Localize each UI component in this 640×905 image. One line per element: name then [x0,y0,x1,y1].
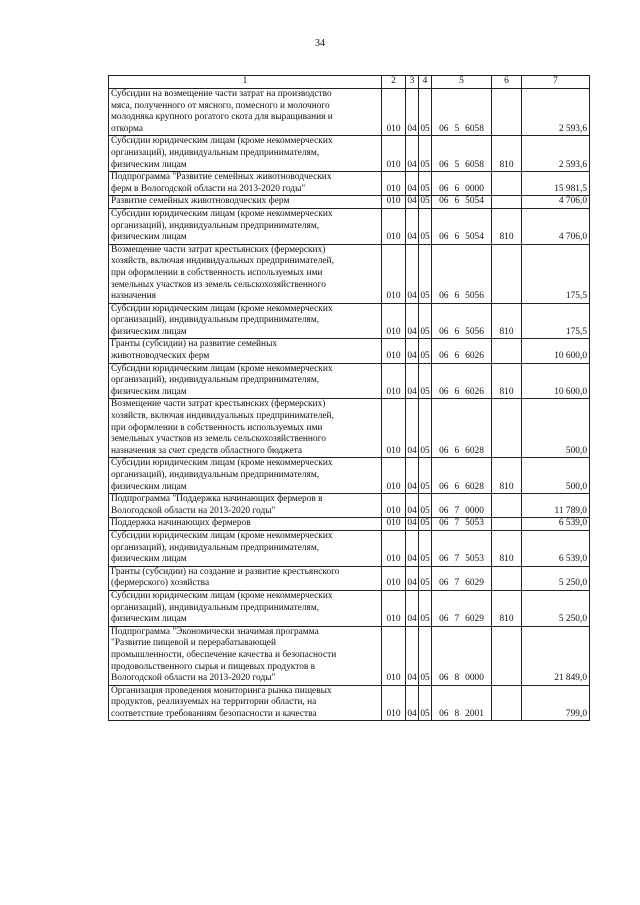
row-name-line: Субсидии на возмещение части затрат на производство [111,89,332,99]
row-name [109,196,382,209]
row-name-line: физическим лицам [111,614,187,625]
table-row [109,339,590,363]
cell-expense-type [492,685,522,721]
target-article-part: 6058 [465,123,484,134]
cell-target-article [432,518,492,531]
row-name-line: физическим лицам [111,232,187,243]
target-article-part: 7 [454,518,460,529]
row-name-line: Возмещение части затрат крестьянских (фермерских) [111,399,326,410]
row-name-line: Возмещение части затрат крестьянских (фермерских) [111,244,326,255]
cell-amount: 175,5 [522,244,590,303]
row-name-line: назначения за счет средств областного бюджета [111,445,303,456]
table-row [109,518,590,531]
row-name [109,208,382,244]
target-article-part: 6029 [465,614,484,625]
target-article-part: 0000 [465,505,484,516]
target-article-part: 6 [454,351,460,362]
cell-target-article [432,685,492,721]
header-col-1: 1 [109,76,382,89]
cell-subsection-code: 05 [419,626,432,685]
row-name-line: Субсидии юридическим лицам (кроме некоммерческих [111,530,333,541]
row-name [109,303,382,339]
row-name-line: Развитие семейных животноводческих ферм [111,196,290,207]
target-article-part: 5053 [465,554,484,565]
target-article-part: 06 [439,554,449,565]
target-article-part: 6 [454,445,460,456]
cell-section-code: 04 [406,685,419,721]
cell-expense-type [492,566,522,590]
row-name [109,626,382,685]
cell-section-code: 04 [406,530,419,566]
cell-section-code: 04 [406,339,419,363]
cell-amount: 21 849,0 [522,626,590,685]
target-article-part: 7 [454,614,460,625]
table-row [109,363,590,399]
row-name [109,530,382,566]
target-article-part: 6028 [465,481,484,492]
target-article-part: 6029 [465,578,484,589]
row-name-line: продовольственного сырья и пищевых продуктов в [111,661,316,672]
row-name-line: организаций), индивидуальным предпринимателям, [111,375,320,386]
target-article-part: 06 [439,386,449,397]
row-name-line: Вологодской области на 2013-2020 годы" [111,673,276,684]
cell-ministry-code: 010 [382,136,406,172]
cell-target-article [432,458,492,494]
target-article-part: 06 [439,159,449,170]
row-name-line: молодняка крупного рогатого скота для выращивания и [111,112,333,123]
row-name-line: "Развитие пищевой и перерабатывающей [111,638,276,649]
cell-expense-type: 810 [492,458,522,494]
target-article-part: 06 [439,578,449,589]
row-name [109,590,382,626]
row-name [109,685,382,721]
cell-target-article [432,399,492,458]
row-name-line: Субсидии юридическим лицам (кроме некоммерческих [111,303,333,314]
target-article-part: 6026 [465,351,484,362]
row-name-line: хозяйств, включая индивидуальных предпринимателей, [111,256,334,267]
cell-expense-type [492,172,522,196]
cell-section-code: 04 [406,566,419,590]
target-article-part: 06 [439,505,449,516]
target-article-part: 5056 [465,291,484,302]
cell-target-article [432,566,492,590]
row-name-line: Субсидии юридическим лицам (кроме некоммерческих [111,136,333,147]
row-name-line: физическим лицам [111,159,187,170]
cell-amount: 175,5 [522,303,590,339]
target-article-part: 06 [439,183,449,194]
cell-section-code: 04 [406,303,419,339]
cell-ministry-code: 010 [382,626,406,685]
cell-section-code: 04 [406,399,419,458]
cell-target-article [432,136,492,172]
cell-ministry-code: 010 [382,172,406,196]
cell-target-article [432,208,492,244]
row-name-line: Гранты (субсидии) на создание и развитие крестьянского [111,566,340,577]
cell-expense-type [492,196,522,209]
cell-subsection-code: 05 [419,363,432,399]
target-article-part: 06 [439,481,449,492]
row-name-line: при оформлении в собственность используемых ими [111,267,323,278]
target-article-part: 06 [439,614,449,625]
row-name-line: Субсидии юридическим лицам (кроме некоммерческих [111,590,333,601]
cell-expense-type: 810 [492,136,522,172]
cell-ministry-code: 010 [382,339,406,363]
cell-subsection-code: 05 [419,208,432,244]
table-row [109,244,590,303]
row-name-line: Подпрограмма "Развитие семейных животноводческих [111,172,332,183]
cell-section-code: 04 [406,172,419,196]
table-row [109,399,590,458]
cell-subsection-code: 05 [419,172,432,196]
row-name-line: при оформлении в собственность используемых ими [111,422,323,433]
cell-ministry-code: 010 [382,518,406,531]
row-name-line: промышленности, обеспечение качества и безопасности [111,649,337,660]
row-name-line: Субсидии юридическим лицам (кроме некоммерческих [111,208,333,219]
target-article-part: 06 [439,291,449,302]
table-row [109,458,590,494]
cell-ministry-code: 010 [382,590,406,626]
cell-ministry-code: 010 [382,494,406,518]
row-name-line: соответствие требованиям безопасности и качества [111,708,317,719]
target-article-part: 7 [454,554,460,565]
cell-amount: 4 706,0 [522,208,590,244]
target-article-part: 6 [454,481,460,492]
target-article-part: 6 [454,196,460,207]
target-article-part: 06 [439,351,449,362]
row-name [109,339,382,363]
cell-amount: 11 789,0 [522,494,590,518]
header-row [109,76,590,89]
cell-amount: 10 600,0 [522,363,590,399]
cell-ministry-code: 010 [382,303,406,339]
target-article-part: 5053 [465,518,484,529]
target-article-part: 6058 [465,159,484,170]
target-article-part: 6 [454,386,460,397]
target-article-part: 06 [439,326,449,337]
cell-expense-type [492,339,522,363]
cell-subsection-code: 05 [419,590,432,626]
cell-subsection-code: 05 [419,244,432,303]
row-name [109,244,382,303]
target-article-part: 6 [454,326,460,337]
cell-subsection-code: 05 [419,303,432,339]
row-name-line: животноводческих ферм [111,351,210,362]
cell-subsection-code: 05 [419,399,432,458]
row-name-line: физическим лицам [111,481,187,492]
row-name-line: Подпрограмма "Экономически значимая программа [111,626,319,637]
target-article-part: 0000 [465,183,484,194]
target-article-part: 6028 [465,445,484,456]
row-name-line: Подпрограмма "Поддержка начинающих фермеров в [111,494,323,505]
target-article-part: 7 [454,578,460,589]
cell-subsection-code: 05 [419,458,432,494]
target-article-part: 6 [454,183,460,194]
budget-table [108,75,590,721]
cell-ministry-code: 010 [382,89,406,136]
cell-subsection-code: 05 [419,530,432,566]
cell-target-article [432,626,492,685]
cell-target-article [432,590,492,626]
cell-ministry-code: 010 [382,208,406,244]
cell-target-article [432,196,492,209]
cell-amount: 2 593,6 [522,89,590,136]
cell-subsection-code: 05 [419,566,432,590]
cell-section-code: 04 [406,518,419,531]
target-article-part: 06 [439,518,449,529]
table-row [109,208,590,244]
cell-amount: 6 539,0 [522,530,590,566]
cell-section-code: 04 [406,458,419,494]
target-article-part: 06 [439,232,449,243]
cell-ministry-code: 010 [382,566,406,590]
target-article-part: 6 [454,232,460,243]
row-name [109,172,382,196]
cell-amount: 4 706,0 [522,196,590,209]
cell-expense-type: 810 [492,530,522,566]
cell-section-code: 04 [406,208,419,244]
cell-subsection-code: 05 [419,494,432,518]
cell-ministry-code: 010 [382,363,406,399]
cell-section-code: 04 [406,89,419,136]
row-name [109,518,382,531]
cell-section-code: 04 [406,244,419,303]
row-name [109,363,382,399]
target-article-part: 06 [439,123,449,134]
row-name-line: продуктов, реализуемых на территории области, на [111,697,317,708]
row-name-line: откорма [111,123,144,134]
row-name-line: организаций), индивидуальным предпринимателям, [111,147,320,158]
cell-target-article [432,303,492,339]
target-article-part: 2001 [465,708,484,719]
cell-target-article [432,89,492,136]
cell-subsection-code: 05 [419,685,432,721]
cell-amount: 799,0 [522,685,590,721]
target-article-part: 6 [454,291,460,302]
target-article-part: 06 [439,445,449,456]
cell-expense-type [492,244,522,303]
row-name [109,566,382,590]
target-article-part: 06 [439,196,449,207]
row-name-line: мяса, полученного от мясного, помесного и молочного [111,100,330,111]
cell-section-code: 04 [406,590,419,626]
row-name-line: физическим лицам [111,554,187,565]
cell-expense-type [492,89,522,136]
cell-amount: 5 250,0 [522,566,590,590]
target-article-part: 06 [439,673,449,684]
cell-section-code: 04 [406,626,419,685]
cell-amount: 2 593,6 [522,136,590,172]
row-name-line: Субсидии юридическим лицам (кроме некоммерческих [111,363,333,374]
cell-expense-type [492,399,522,458]
row-name-line: (фермерского) хозяйства [111,578,210,589]
row-name-line: земельных участков из земель сельскохозяйственного [111,279,326,290]
row-name [109,399,382,458]
target-article-part: 5 [454,159,460,170]
cell-expense-type [492,626,522,685]
table-row [109,172,590,196]
cell-section-code: 04 [406,363,419,399]
row-name-line: физическим лицам [111,386,187,397]
cell-ministry-code: 010 [382,685,406,721]
cell-amount: 500,0 [522,458,590,494]
table-row [109,590,590,626]
cell-target-article [432,244,492,303]
cell-target-article [432,363,492,399]
header-col-3: 3 [406,76,419,89]
cell-amount: 6 539,0 [522,518,590,531]
cell-expense-type [492,494,522,518]
row-name [109,89,382,136]
row-name-line: земельных участков из земель сельскохозяйственного [111,434,326,445]
target-article-part: 8 [454,673,460,684]
cell-ministry-code: 010 [382,458,406,494]
cell-ministry-code: 010 [382,196,406,209]
header-col-6: 6 [492,76,522,89]
row-name-line: ферм в Вологодской области на 2013-2020 годы" [111,183,306,194]
cell-amount: 10 600,0 [522,339,590,363]
header-col-2: 2 [382,76,406,89]
target-article-part: 6026 [465,386,484,397]
cell-expense-type: 810 [492,208,522,244]
cell-subsection-code: 05 [419,196,432,209]
cell-section-code: 04 [406,196,419,209]
target-article-part: 7 [454,505,460,516]
table-row [109,89,590,136]
row-name-line: организаций), индивидуальным предпринимателям, [111,315,320,326]
row-name-line: Гранты (субсидии) на развитие семейных [111,339,278,350]
row-name-line: Вологодской области на 2013-2020 годы" [111,505,276,516]
row-name-line: физическим лицам [111,326,187,337]
cell-target-article [432,530,492,566]
table-row [109,626,590,685]
cell-subsection-code: 05 [419,89,432,136]
target-article-part: 5 [454,123,460,134]
cell-ministry-code: 010 [382,530,406,566]
row-name-line: организаций), индивидуальным предпринимателям, [111,542,320,553]
row-name-line: Поддержка начинающих фермеров [111,518,251,529]
row-name [109,494,382,518]
cell-subsection-code: 05 [419,136,432,172]
cell-expense-type: 810 [492,303,522,339]
cell-ministry-code: 010 [382,244,406,303]
row-name-line: Субсидии юридическим лицам (кроме некоммерческих [111,458,333,469]
row-name-line: организаций), индивидуальным предпринимателям, [111,220,320,231]
cell-amount: 500,0 [522,399,590,458]
target-article-part: 8 [454,708,460,719]
cell-ministry-code: 010 [382,399,406,458]
header-col-7: 7 [522,76,590,89]
header-col-4: 4 [419,76,432,89]
cell-target-article [432,172,492,196]
target-article-part: 0000 [465,673,484,684]
cell-target-article [432,494,492,518]
row-name [109,136,382,172]
row-name [109,458,382,494]
cell-amount: 5 250,0 [522,590,590,626]
target-article-part: 5056 [465,326,484,337]
row-name-line: хозяйств, включая индивидуальных предпринимателей, [111,411,334,422]
cell-subsection-code: 05 [419,339,432,363]
row-name-line: организаций), индивидуальным предпринимателям, [111,470,320,480]
cell-section-code: 04 [406,136,419,172]
row-name-line: Организация проведения мониторинга рынка пищевых [111,685,332,696]
page-number: 34 [315,38,325,49]
cell-expense-type [492,518,522,531]
header-col-5: 5 [432,76,492,89]
cell-expense-type: 810 [492,590,522,626]
target-article-part: 06 [439,708,449,719]
table-row [109,685,590,721]
target-article-part: 5054 [465,196,484,207]
target-article-part: 5054 [465,232,484,243]
cell-subsection-code: 05 [419,518,432,531]
table-row [109,303,590,339]
cell-amount: 15 981,5 [522,172,590,196]
table-row [109,196,590,209]
row-name-line: назначения [111,291,156,302]
cell-section-code: 04 [406,494,419,518]
table-row [109,136,590,172]
cell-expense-type: 810 [492,363,522,399]
row-name-line: организаций), индивидуальным предпринимателям, [111,602,320,613]
table-row [109,494,590,518]
cell-target-article [432,339,492,363]
table-row [109,530,590,566]
table-row [109,566,590,590]
